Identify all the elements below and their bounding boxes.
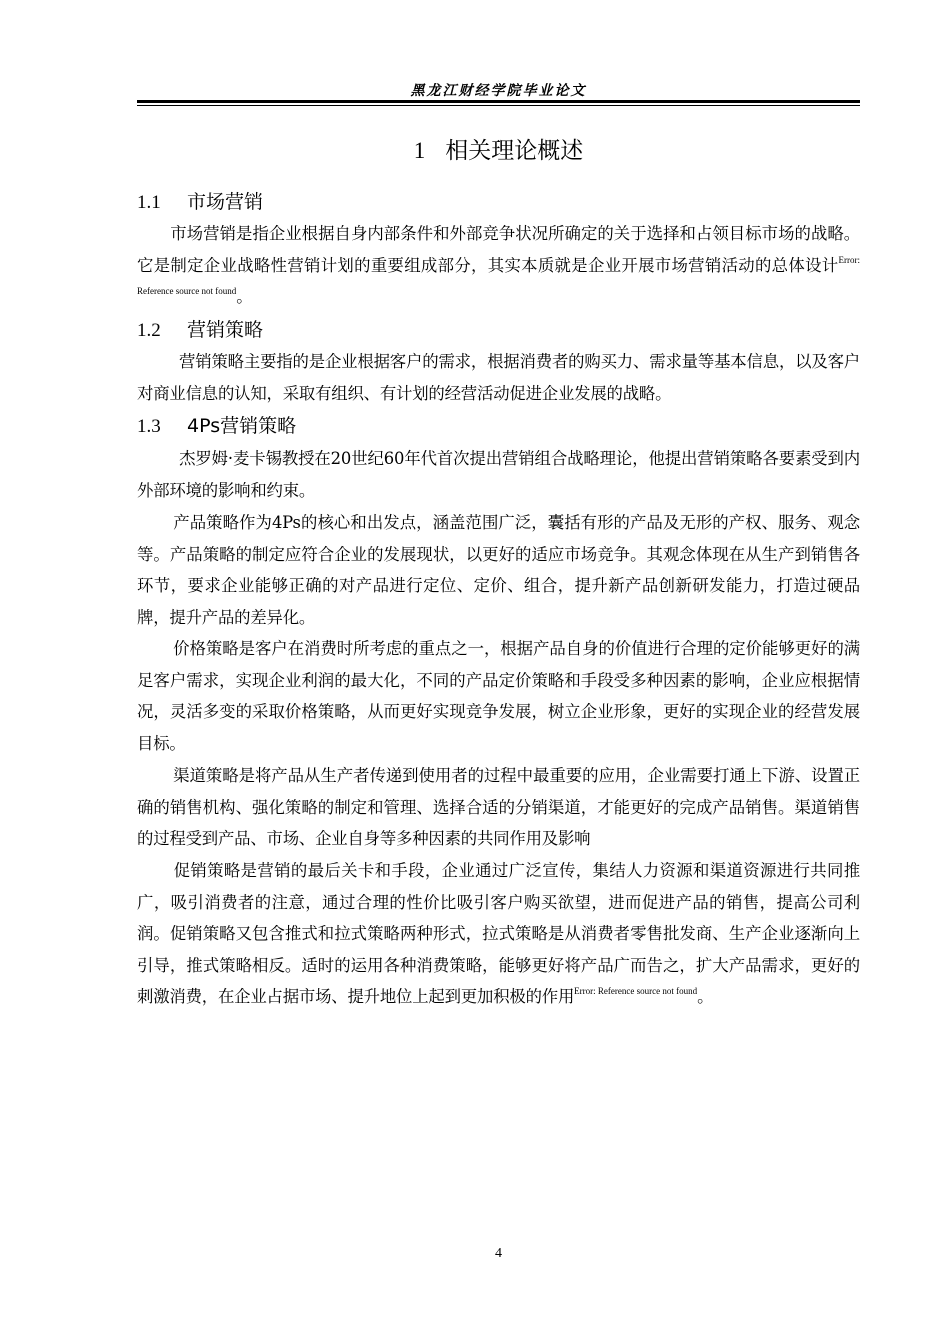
paragraph-text: 促销策略是营销的最后关卡和手段，企业通过广泛宣传，集结人力资源和渠道资源进行共同推广，吸引消费者的注意，通过合理的性价比吸引客户购买欲望，进而促进产品的销售，提高公司利润。促销策略又包含推式和拉式策略两种形式，拉式策略是从消费者零售批发商、生产企业逐渐向上引导，推式策略相反。适时的运用各种消费策略，能够更好将产品广而告之，扩大产品需求，更好的刺激消费，在企业占据市场、提升地位上起到更加积极的作用: [137, 861, 860, 1007]
paragraph-marketing-strategy: [137, 346, 860, 409]
section-heading-1-2: [137, 316, 263, 345]
chapter-title: 相关理论概述: [445, 138, 584, 164]
chapter-heading: [137, 132, 860, 165]
header-rule-thick: [137, 100, 860, 103]
header-rule-thin: [137, 105, 860, 106]
section-number: 1.2: [137, 320, 161, 341]
section-title: 市场营销: [187, 191, 264, 213]
paragraph-channel-strategy: [137, 760, 860, 855]
section-heading-1-3: [137, 412, 296, 441]
paragraph-tail: 。: [697, 987, 714, 1007]
section-title: 4Ps营销策略: [187, 415, 297, 437]
paragraph-text: 营销策略主要指的是企业根据客户的需求，根据消费者的购买力、需求量等基本信息，以及客户对商业信息的认知，采取有组织、有计划的经营活动促进企业发展的战略。: [137, 352, 860, 403]
section-number: 1.3: [137, 416, 161, 437]
paragraph-tail: 。: [236, 287, 253, 307]
section-number: 1.1: [137, 192, 161, 213]
paragraph-promotion-strategy: [137, 855, 860, 1013]
section-heading-1-1: [137, 188, 263, 217]
paragraph-text: 市场营销是指企业根据自身内部条件和外部竞争状况所确定的关于选择和占领目标市场的战略。它是制定企业战略性营销计划的重要组成部分，其实本质就是企业开展市场营销活动的总体设计: [137, 224, 860, 275]
running-header-title: 黑龙江财经学院毕业论文: [410, 83, 587, 99]
paragraph-text: 杰罗姆·麦卡锡教授在20世纪60年代首次提出营销组合战略理论，他提出营销策略各要素受到内外部环境的影响和约束。: [137, 449, 860, 500]
paragraph-market-marketing: [137, 218, 860, 313]
citation-error: Error: Reference source not found: [137, 254, 860, 297]
paragraph-price-strategy: [137, 633, 860, 759]
page-number: 4: [495, 1246, 502, 1261]
paragraph-text: 产品策略作为4Ps的核心和出发点，涵盖范围广泛，囊括有形的产品及无形的产权、服务、观念等。产品策略的制定应符合企业的发展现状，以更好的适应市场竞争。其观念体现在从生产到销售各环节，要求企业能够正确的对产品进行定位、定价、组合，提升新产品创新研发能力，打造过硬品牌，提升产品的差异化。: [137, 513, 860, 627]
paragraph-product-strategy: [137, 507, 860, 633]
paragraph-text: 渠道策略是将产品从生产者传递到使用者的过程中最重要的应用，企业需要打通上下游、设置正确的销售机构、强化策略的制定和管理、选择合适的分销渠道，才能更好的完成产品销售。渠道销售的过程受到产品、市场、企业自身等多种因素的共同作用及影响: [137, 766, 860, 849]
paragraph-4ps-intro: [137, 443, 860, 506]
citation-error: Error: Reference source not found: [574, 986, 698, 997]
section-title: 营销策略: [187, 319, 264, 341]
paragraph-text: 价格策略是客户在消费时所考虑的重点之一，根据产品自身的价值进行合理的定价能够更好的满足客户需求，实现企业利润的最大化，不同的产品定价策略和手段受多种因素的影响，企业应根据情况，灵活多变的采取价格策略，从而更好实现竞争发展，树立企业形象，更好的实现企业的经营发展目标。: [137, 639, 860, 753]
chapter-number: 1: [413, 138, 426, 163]
